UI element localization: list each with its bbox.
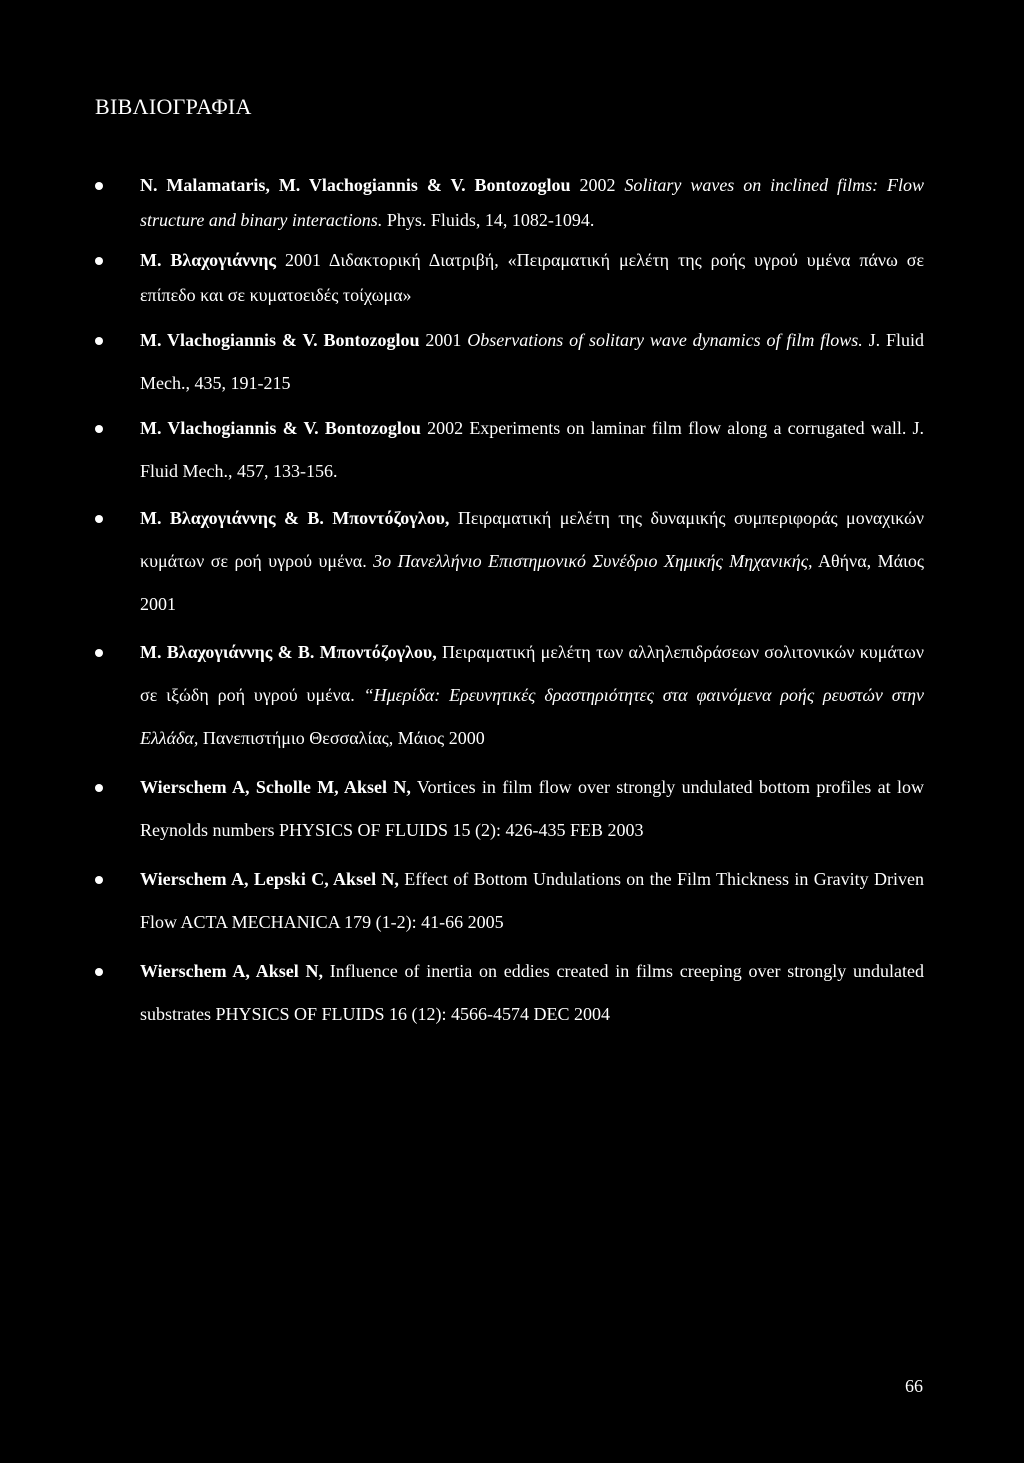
reference-text: Πειραματική μελέτη των αλληλεπιδράσεων σολιτονικών κυμάτων σε ιξώδη ροή υγρού υμένα.	[140, 642, 924, 705]
bullet-icon	[95, 649, 103, 657]
reference-authors: Μ. Βλαχογιάννης & Β. Μποντόζογλου,	[140, 642, 437, 662]
reference-authors: Wierschem A, Lepski C, Aksel N,	[140, 869, 399, 889]
reference-authors: Wierschem A, Scholle M, Aksel N,	[140, 777, 411, 797]
reference-item-2	[0, 243, 1024, 313]
reference-place: Πανεπιστήμιο Θεσσαλίας, Μάιος 2000	[202, 728, 485, 748]
reference-item-9	[0, 950, 1024, 1036]
bullet-icon	[95, 515, 103, 523]
reference-text: Experiments on laminar film flow along a corrugated wall. J. Fluid Mech., 457, 133-156.	[140, 418, 925, 481]
reference-text: Πειραματική μελέτη της δυναμικής συμπεριφοράς μοναχικών κυμάτων σε ροή υγρού υμένα.	[140, 508, 924, 571]
reference-year: 2001	[284, 250, 321, 270]
reference-authors: Μ. Βλαχογιάννης	[140, 250, 277, 270]
reference-item-1	[0, 168, 1024, 238]
bullet-icon	[95, 182, 103, 190]
bullet-icon	[95, 337, 103, 345]
reference-source: J. Fluid Mech., 435, 191-215	[140, 330, 925, 393]
reference-authors: N. Malamataris, M. Vlachogiannis & V. Bontozoglou	[140, 175, 571, 195]
reference-authors: Μ. Βλαχογιάννης & Β. Μποντόζογλου,	[140, 508, 450, 528]
reference-item-4	[0, 407, 1024, 493]
reference-authors: Wierschem A, Aksel N,	[140, 961, 323, 981]
bullet-icon	[95, 968, 103, 976]
bullet-icon	[95, 876, 103, 884]
reference-title: Solitary waves on inclined films: Flow structure and binary interactions.	[140, 175, 924, 230]
page-heading: ΒΙΒΛΙΟΓΡΑΦΙΑ	[95, 94, 252, 119]
reference-list	[0, 168, 1024, 1036]
reference-venue: “Ημερίδα: Ερευνητικές δραστηριότητες στα φαινόμενα ροής ρευστών στην Ελλάδα,	[140, 685, 925, 748]
reference-text: Influence of inertia on eddies created in films creeping over strongly undulated substrates PHYSICS OF FLUIDS 16 (12): 4566-4574 DEC 2004	[140, 961, 925, 1024]
bullet-icon	[95, 784, 103, 792]
reference-place: Αθήνα, Μάιος 2001	[140, 551, 924, 614]
reference-item-5	[0, 497, 1024, 626]
reference-item-7	[0, 766, 1024, 852]
reference-text: Vortices in film flow over strongly undulated bottom profiles at low Reynolds numbers PHYSICS OF FLUIDS 15 (2): 426-435 FEB 2003	[140, 777, 924, 840]
bullet-icon	[95, 425, 103, 433]
page-number: 66	[905, 1376, 923, 1396]
reference-text: Effect of Bottom Undulations on the Film Thickness in Gravity Driven Flow ACTA MECHANICA 179 (1-2): 41-66 2005	[140, 869, 925, 932]
reference-year: 2002	[579, 175, 616, 195]
reference-year: 2001	[425, 330, 462, 350]
reference-item-3	[0, 319, 1024, 405]
reference-item-6	[0, 631, 1024, 760]
reference-authors: M. Vlachogiannis & V. Bontozoglou	[140, 418, 421, 438]
reference-venue: 3ο Πανελλήνιο Επιστημονικό Συνέδριο Χημικής Μηχανικής,	[373, 551, 813, 571]
reference-authors: M. Vlachogiannis & V. Bontozoglou	[140, 330, 420, 350]
reference-year: 2002	[427, 418, 464, 438]
reference-source: Phys. Fluids, 14, 1082-1094.	[386, 210, 595, 230]
bullet-icon	[95, 257, 103, 265]
reference-title: Observations of solitary wave dynamics of film flows.	[467, 330, 863, 350]
reference-text: Διδακτορική Διατριβή, «Πειραματική μελέτη της ροής υγρού υμένα πάνω σε επίπεδο και σε κυματοειδές τοίχωμα»	[140, 250, 925, 305]
reference-item-8	[0, 858, 1024, 944]
